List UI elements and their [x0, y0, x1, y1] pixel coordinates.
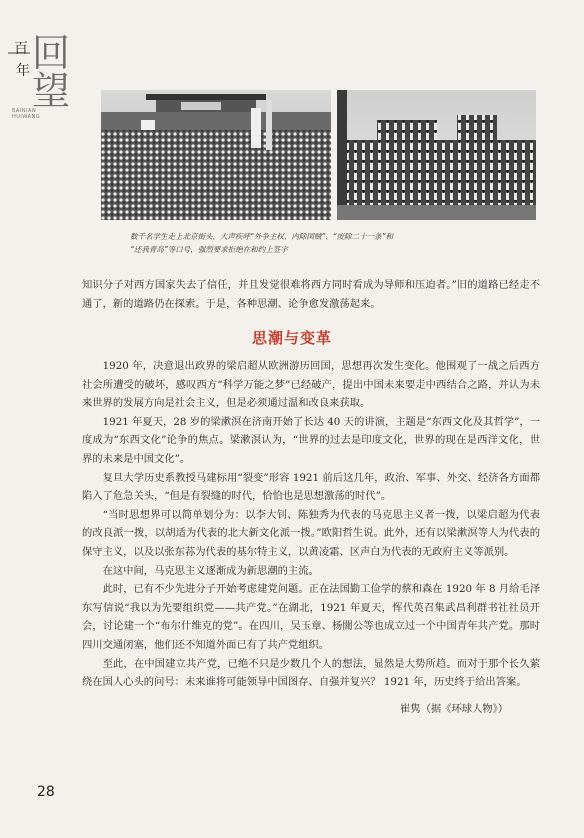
- photo-caption: [130, 230, 530, 256]
- body-paragraph-5: 在这中间，马克思主义逐渐成为新思潮的主流。: [102, 564, 319, 577]
- body-paragraph-4: “当时思想界可以简单划分为：以李大钊、陈独秀为代表的马克思主义者一拨，以梁启超为代表的改良派一拨，以胡适为代表的北大新文化派一拨。”欧阳哲生说。此外，还有以梁漱溟等人为代表的保守主义，以及以张东荪为代表的基尔特主义，以黄凌霜、区声白为代表的无政府主义等派别。: [82, 508, 540, 558]
- caption-line-1: 数千名学生走上北京街头，大声疾呼“外争主权、内除国贼”、“废除二十一条”和: [130, 232, 394, 241]
- logo-char-1: 百: [14, 41, 28, 57]
- logo-latin-1: BAINIAN: [12, 108, 37, 114]
- body-text: [82, 357, 540, 692]
- body-paragraph-7: 至此，在中国建立共产党，已绝不只是少数几个人的想法，显然是大势所趋。而对于那个长久萦绕在国人心头的问号：未来谁将可能领导中国图存、自强并复兴？ 1921 年，历史终于给出答案。: [82, 657, 540, 689]
- photo-students-rally: [337, 90, 536, 220]
- body-paragraph-3: 复旦大学历史系教授马建标用“裂变”形容 1921 前后这几年，政治、军事、外交、经济各方面都陷入了危急关头，“但是有裂缝的时代，恰恰也是思想激荡的时代”。: [82, 471, 540, 503]
- caption-line-2: “还我青岛”等口号，强烈要求拒绝在和约上签字: [130, 245, 288, 254]
- column-logo: [8, 30, 78, 130]
- intro-paragraph: 知识分子对西方国家失去了信任，并且发觉很难将西方同时看成为导师和压迫者。”旧的道路已经走不通了，新的道路仍在探索。于是，各种思潮、论争愈发激荡起来。: [82, 279, 540, 310]
- logo-char-2: 年: [16, 63, 30, 79]
- page-number: 28: [37, 784, 55, 800]
- intro-text: [82, 276, 540, 313]
- body-paragraph-1: 1920 年，决意退出政界的梁启超从欧洲游历回国，思想再次发生变化。他围观了一战之后西方社会所遭受的破坏，感叹西方“科学万能之梦”已经破产，提出中国未来要走中西结合之路，并认为未来世界的发展方向是社会主义，但是必须通过温和改良来获取。: [82, 360, 540, 410]
- crowd-photo-image: [101, 90, 331, 220]
- body-paragraph-6: 此时，已有不少先进分子开始考虑建党问题。正在法国勤工俭学的蔡和森在 1920 年 8 月给毛泽东写信说“我以为先要组织党——共产党。”在湖北，1921 年夏天，恽代英召集武昌利群书社社员开会，讨论建一个“布尔什维克的党”。在四川，吴玉章、杨闇公等也成立过一个中国青年共产党。那时四川交通闭塞，他们还不知道外面已有了共产党组织。: [82, 583, 540, 651]
- rally-photo-image: [337, 90, 536, 220]
- photo-crowd-tiananmen: [101, 90, 331, 220]
- body-paragraph-2: 1921 年夏天，28 岁的梁漱溟在济南开始了长达 40 天的讲演，主题是“东西文化及其哲学”，一度成为“东西文化”论争的焦点。梁漱溟认为，“世界的过去是印度文化，世界的现在是西洋文化，世界的未来是中国文化”。: [82, 415, 540, 465]
- logo-big-chars: 回望: [32, 31, 67, 113]
- logo-latin-2: HUIWANG: [12, 114, 41, 120]
- logo-latin: [12, 108, 40, 120]
- section-title: 思潮与变革: [251, 329, 332, 347]
- author-credit: 崔隽（据《环球人物》）: [400, 703, 509, 715]
